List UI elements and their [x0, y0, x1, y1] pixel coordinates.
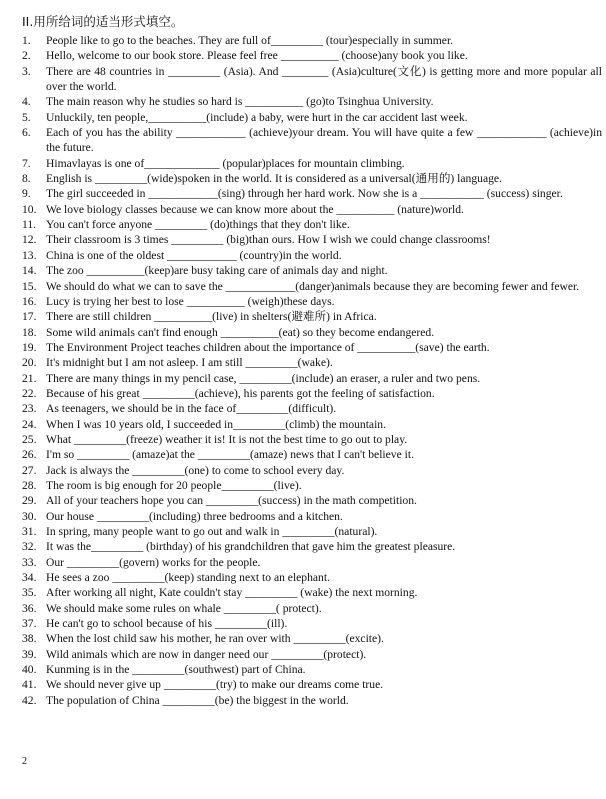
- question-text: Our _________(govern) works for the people.: [46, 555, 261, 569]
- question-text: He sees a zoo _________(keep) standing next to an elephant.: [46, 571, 330, 585]
- question-number: 27.: [22, 463, 37, 477]
- question-text: Kunming is in the _________(southwest) part of China.: [46, 663, 306, 677]
- question-item: [22, 401, 602, 416]
- question-number: 40.: [22, 663, 37, 677]
- question-item: [22, 677, 602, 692]
- question-number: 18.: [22, 325, 37, 339]
- question-number: 19.: [22, 340, 37, 354]
- question-number: 14.: [22, 264, 37, 278]
- question-number: 33.: [22, 555, 37, 569]
- question-number: 22.: [22, 386, 37, 400]
- question-item: [22, 539, 602, 554]
- question-number: 10.: [22, 202, 37, 216]
- question-item: [22, 570, 602, 585]
- question-item: [22, 585, 602, 600]
- question-text: The room is big enough for 20 people_________(live).: [46, 478, 302, 492]
- question-item: [22, 524, 602, 539]
- question-number: 13.: [22, 248, 37, 262]
- question-text: Lucy is trying her best to lose __________ (weigh)these days.: [46, 294, 335, 308]
- question-text: Our house _________(including) three bedrooms and a kitchen.: [46, 509, 343, 523]
- question-text: The zoo __________(keep)are busy taking care of animals day and night.: [46, 264, 388, 278]
- question-number: 37.: [22, 617, 37, 631]
- question-item: [22, 478, 602, 493]
- question-number: 28.: [22, 478, 37, 492]
- question-number: 36.: [22, 601, 37, 615]
- question-text: Some wild animals can't find enough __________(eat) so they become endangered.: [46, 325, 435, 339]
- question-text: Wild animals which are now in danger need our _________(protect).: [46, 647, 367, 661]
- question-number: 26.: [22, 448, 37, 462]
- question-number: 35.: [22, 586, 37, 600]
- question-text: Jack is always the _________(one) to come to school every day.: [46, 463, 345, 477]
- question-number: 32.: [22, 540, 37, 554]
- question-number: 7.: [22, 156, 31, 170]
- question-item: [22, 48, 602, 63]
- question-text: Each of you has the ability ____________ (achieve)your dream. You will have quite a few ____________ (achieve)in the future.: [46, 126, 602, 155]
- question-item: [22, 601, 602, 616]
- question-number: 17.: [22, 310, 37, 324]
- question-item: [22, 186, 602, 201]
- question-list: [22, 33, 602, 708]
- question-text: Unluckily, ten people,__________(include) a baby, were hurt in the car accident last week.: [46, 110, 468, 124]
- question-number: 38.: [22, 632, 37, 646]
- question-item: [22, 217, 602, 232]
- question-item: [22, 33, 602, 48]
- question-number: 6.: [22, 126, 31, 140]
- question-text: English is _________(wide)spoken in the world. It is considered as a universal(通用的) language.: [46, 172, 502, 186]
- question-item: [22, 463, 602, 478]
- question-item: [22, 447, 602, 462]
- question-item: [22, 386, 602, 401]
- question-number: 39.: [22, 647, 37, 661]
- question-item: [22, 417, 602, 432]
- question-number: 1.: [22, 34, 31, 47]
- question-text: We should do what we can to save the ____________(danger)animals because they are becoming fewer and fewer.: [46, 279, 580, 293]
- question-number: 15.: [22, 279, 37, 293]
- question-text: All of your teachers hope you can _________(success) in the math competition.: [46, 494, 417, 508]
- question-text: There are 48 countries in _________ (Asia). And ________ (Asia)culture(文化) is getting more and more popular all over the world.: [46, 64, 602, 94]
- question-number: 2.: [22, 49, 31, 63]
- question-text: We love biology classes because we can know more about the __________ (nature)world.: [46, 202, 464, 216]
- question-item: [22, 64, 602, 95]
- question-text: Himavlayas is one of_____________ (popular)places for mountain climbing.: [46, 156, 405, 170]
- question-text: It's midnight but I am not asleep. I am still _________(wake).: [46, 356, 333, 370]
- question-text: There are many things in my pencil case, _________(include) an eraser, a ruler and two pens.: [46, 371, 481, 385]
- question-item: [22, 340, 602, 355]
- question-text: We should make some rules on whale _________( protect).: [46, 601, 322, 615]
- question-number: 29.: [22, 494, 37, 508]
- question-item: [22, 248, 602, 263]
- question-number: 30.: [22, 509, 37, 523]
- question-text: I'm so _________ (amaze)at the _________(amaze) news that I can't believe it.: [46, 448, 414, 462]
- question-number: 24.: [22, 417, 37, 431]
- question-item: [22, 555, 602, 570]
- question-number: 20.: [22, 356, 37, 370]
- question-item: [22, 279, 602, 294]
- question-text: There are still children __________(live) in shelters(避难所) in Africa.: [46, 310, 377, 324]
- question-text: The main reason why he studies so hard is __________ (go)to Tsinghua University.: [46, 95, 434, 109]
- page-number: 2: [22, 756, 27, 767]
- question-text: The Environment Project teaches children about the importance of __________(save) the earth.: [46, 340, 490, 354]
- question-item: [22, 125, 602, 156]
- question-item: [22, 693, 602, 708]
- question-item: [22, 432, 602, 447]
- question-item: [22, 616, 602, 631]
- question-number: 21.: [22, 371, 37, 385]
- question-text: Hello, welcome to our book store. Please feel free __________ (choose)any book you like.: [46, 49, 468, 63]
- question-number: 5.: [22, 110, 31, 124]
- question-text: Because of his great _________(achieve), his parents got the feeling of satisfaction.: [46, 386, 435, 400]
- question-text: It was the_________ (birthday) of his grandchildren that gave him the greatest pleasure.: [46, 540, 456, 554]
- question-number: 16.: [22, 294, 37, 308]
- question-item: [22, 110, 602, 125]
- question-item: [22, 325, 602, 340]
- question-text: After working all night, Kate couldn't stay _________ (wake) the next morning.: [46, 586, 418, 600]
- question-text: Their classroom is 3 times _________ (big)than ours. How I wish we could change classrooms!: [46, 233, 491, 247]
- question-number: 4.: [22, 95, 31, 109]
- question-text: He can't go to school because of his _________(ill).: [46, 617, 288, 631]
- question-text: As teenagers, we should be in the face of_________(difficult).: [46, 402, 337, 416]
- question-number: 41.: [22, 678, 37, 692]
- question-text: The population of China _________(be) the biggest in the world.: [46, 693, 349, 707]
- question-text: We should never give up _________(try) to make our dreams come true.: [46, 678, 384, 692]
- question-text: China is one of the oldest ____________ (country)in the world.: [46, 248, 342, 262]
- question-item: [22, 371, 602, 386]
- question-number: 12.: [22, 233, 37, 247]
- question-text: When the lost child saw his mother, he ran over with _________(excite).: [46, 632, 384, 646]
- question-text: You can't force anyone _________ (do)things that they don't like.: [46, 218, 350, 232]
- question-item: [22, 171, 602, 186]
- question-item: [22, 509, 602, 524]
- question-number: 9.: [22, 187, 31, 201]
- question-item: [22, 294, 602, 309]
- question-item: [22, 156, 602, 171]
- question-item: [22, 647, 602, 662]
- question-number: 25.: [22, 432, 37, 446]
- section-title: II.用所给词的适当形式填空。: [22, 14, 184, 29]
- question-number: 8.: [22, 172, 31, 186]
- question-number: 23.: [22, 402, 37, 416]
- question-item: [22, 202, 602, 217]
- question-number: 11.: [22, 218, 37, 232]
- question-text: People like to go to the beaches. They are full of_________ (tour)especially in summer.: [46, 34, 454, 47]
- question-item: [22, 309, 602, 324]
- question-item: [22, 355, 602, 370]
- question-item: [22, 232, 602, 247]
- question-text: What _________(freeze) weather it is! It is not the best time to go out to play.: [46, 432, 408, 446]
- question-number: 34.: [22, 571, 37, 585]
- question-text: When I was 10 years old, I succeeded in_________(climb) the mountain.: [46, 417, 386, 431]
- question-text: In spring, many people want to go out and walk in _________(natural).: [46, 525, 378, 538]
- question-number: 31.: [22, 525, 37, 538]
- question-number: 42.: [22, 693, 37, 707]
- question-item: [22, 263, 602, 278]
- question-number: 3.: [22, 64, 31, 78]
- question-item: [22, 94, 602, 109]
- question-item: [22, 662, 602, 677]
- question-text: The girl succeeded in ____________(sing) through her hard work. Now she is a ___________ (success) singer.: [46, 187, 563, 201]
- question-item: [22, 493, 602, 508]
- question-item: [22, 631, 602, 646]
